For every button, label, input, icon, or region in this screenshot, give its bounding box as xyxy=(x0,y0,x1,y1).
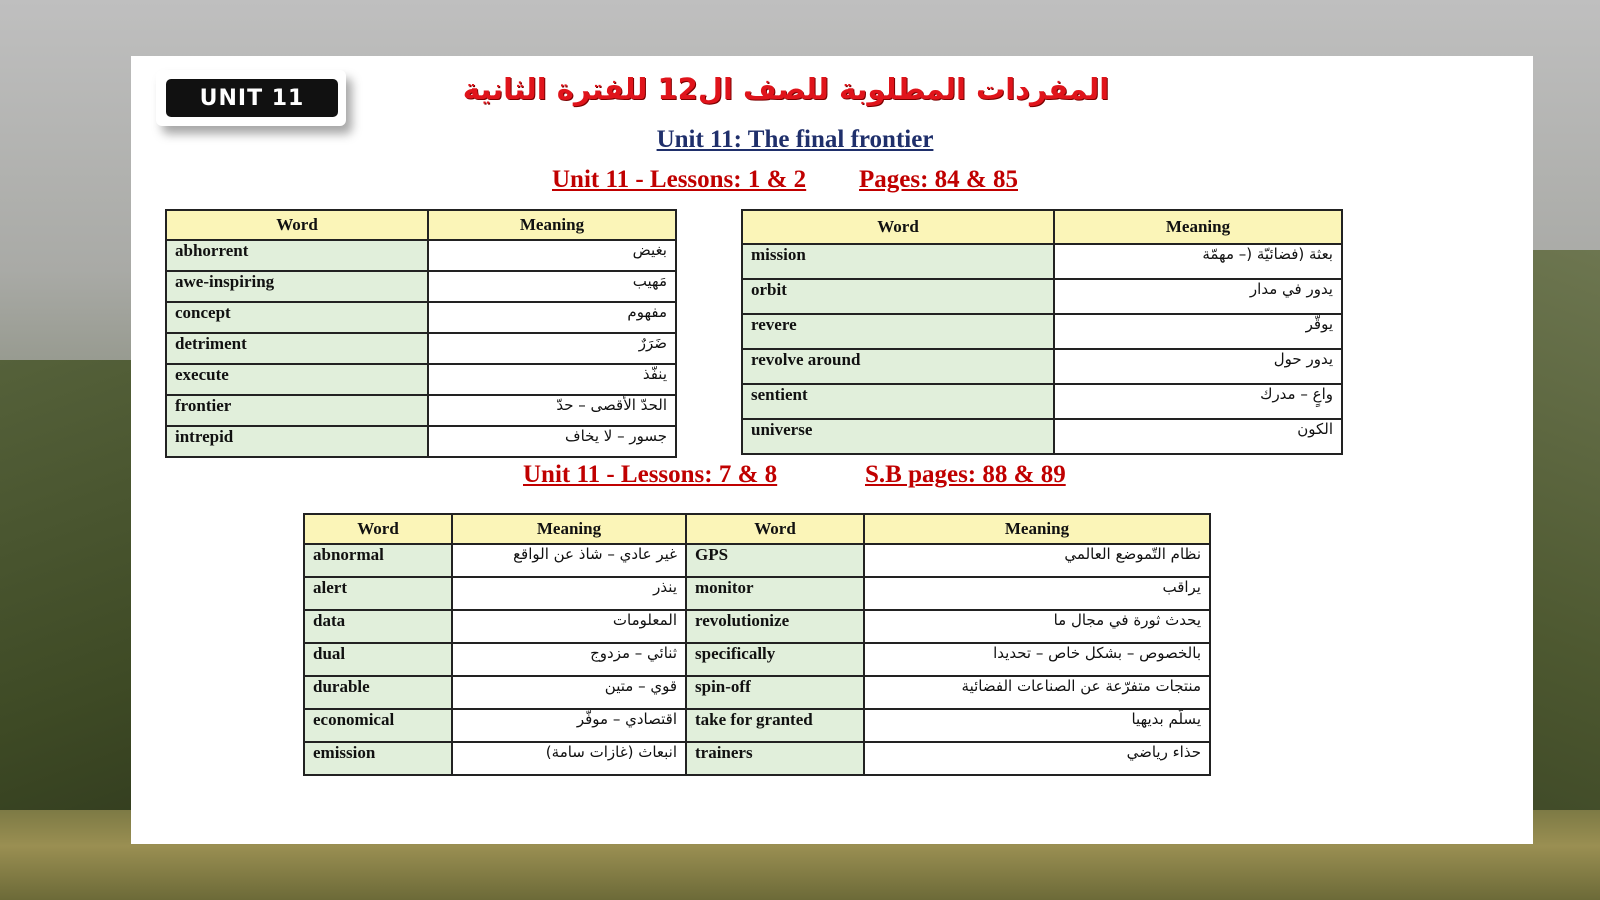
vocab-word: take for granted xyxy=(686,709,864,742)
vocab-meaning: بعثة (فضائيّة (– مهمّة xyxy=(1054,244,1342,279)
vocab-word: concept xyxy=(166,302,428,333)
vocab-meaning: يدور في مدار xyxy=(1054,279,1342,314)
vocab-meaning: الكون xyxy=(1054,419,1342,454)
vocab-table-lessons-1-2-right xyxy=(741,209,1343,455)
arabic-title: المفردات المطلوبة للصف ال12 للفترة الثانية xyxy=(462,72,1110,106)
table-row xyxy=(742,244,1342,279)
vocab-meaning: ينذر xyxy=(452,577,686,610)
unit-logo xyxy=(156,70,346,126)
vocab-word: abnormal xyxy=(304,544,452,577)
vocab-meaning: مَهيب xyxy=(428,271,676,302)
vocab-word: abhorrent xyxy=(166,240,428,271)
vocab-word: dual xyxy=(304,643,452,676)
header-meaning-1: Meaning xyxy=(452,514,686,544)
vocab-meaning: حذاء رياضي xyxy=(864,742,1210,775)
vocab-word: awe-inspiring xyxy=(166,271,428,302)
header-word: Word xyxy=(742,210,1054,244)
vocab-meaning: ثنائي – مزدوج xyxy=(452,643,686,676)
table-row xyxy=(742,419,1342,454)
section2-pages: S.B pages: 88 & 89 xyxy=(865,461,1066,488)
table-row xyxy=(166,426,676,457)
vocab-word: emission xyxy=(304,742,452,775)
vocab-meaning: واعٍ – مدرك xyxy=(1054,384,1342,419)
table-row xyxy=(166,333,676,364)
table-row xyxy=(304,676,1210,709)
section2-lessons: Unit 11 - Lessons: 7 & 8 xyxy=(523,461,778,488)
vocab-word: trainers xyxy=(686,742,864,775)
vocab-word: sentient xyxy=(742,384,1054,419)
table-row xyxy=(304,610,1210,643)
vocab-word: GPS xyxy=(686,544,864,577)
vocab-meaning: غير عادي – شاذ عن الواقع xyxy=(452,544,686,577)
vocab-word: specifically xyxy=(686,643,864,676)
vocab-word: revolve around xyxy=(742,349,1054,384)
vocab-meaning: اقتصادي – موفّر xyxy=(452,709,686,742)
vocab-meaning: بالخصوص – بشكل خاص – تحديدا xyxy=(864,643,1210,676)
vocab-meaning: نظام التّموضع العالمي xyxy=(864,544,1210,577)
vocab-word: revere xyxy=(742,314,1054,349)
header-meaning: Meaning xyxy=(428,210,676,240)
vocab-meaning: انبعاث (غازات سامة) xyxy=(452,742,686,775)
table-row xyxy=(166,302,676,333)
header-meaning: Meaning xyxy=(1054,210,1342,244)
table-row xyxy=(304,544,1210,577)
table-row xyxy=(742,349,1342,384)
table-row xyxy=(742,384,1342,419)
table-row xyxy=(166,271,676,302)
vocab-meaning: ضَرَرٌ xyxy=(428,333,676,364)
table-row xyxy=(304,742,1210,775)
vocab-word: spin-off xyxy=(686,676,864,709)
vocab-word: execute xyxy=(166,364,428,395)
table-row xyxy=(304,643,1210,676)
header-word-1: Word xyxy=(304,514,452,544)
table-row xyxy=(742,314,1342,349)
vocab-meaning: المعلومات xyxy=(452,610,686,643)
vocab-table-lessons-1-2-left xyxy=(165,209,677,458)
vocab-meaning: جسور – لا يخاف xyxy=(428,426,676,457)
table-row xyxy=(166,395,676,426)
vocab-meaning: يدور حول xyxy=(1054,349,1342,384)
vocab-word: monitor xyxy=(686,577,864,610)
vocab-table-lessons-7-8 xyxy=(303,513,1211,776)
table-row xyxy=(166,240,676,271)
section1-lessons: Unit 11 - Lessons: 1 & 2 xyxy=(552,166,807,193)
header-word: Word xyxy=(166,210,428,240)
vocab-word: detriment xyxy=(166,333,428,364)
vocab-meaning: يحدث ثورة في مجال ما xyxy=(864,610,1210,643)
header-meaning-2: Meaning xyxy=(864,514,1210,544)
vocab-meaning: الحدّ الأقصى – حدّ xyxy=(428,395,676,426)
vocab-word: frontier xyxy=(166,395,428,426)
vocab-meaning: يسلّم بديهيا xyxy=(864,709,1210,742)
vocab-word: universe xyxy=(742,419,1054,454)
table-row xyxy=(304,577,1210,610)
vocab-meaning: ينفّذ xyxy=(428,364,676,395)
unit-title: Unit 11: The final frontier xyxy=(656,126,934,153)
vocab-word: revolutionize xyxy=(686,610,864,643)
vocab-meaning: مفهوم xyxy=(428,302,676,333)
vocab-meaning: قوي – متين xyxy=(452,676,686,709)
vocab-word: alert xyxy=(304,577,452,610)
table-row xyxy=(304,709,1210,742)
header-word-2: Word xyxy=(686,514,864,544)
vocab-word: mission xyxy=(742,244,1054,279)
vocab-word: data xyxy=(304,610,452,643)
vocab-meaning: يراقب xyxy=(864,577,1210,610)
table-row xyxy=(742,279,1342,314)
vocab-meaning: منتجات متفرّعة عن الصناعات الفضائية xyxy=(864,676,1210,709)
vocab-word: durable xyxy=(304,676,452,709)
vocabulary-sheet xyxy=(131,56,1533,844)
vocab-word: intrepid xyxy=(166,426,428,457)
table-row xyxy=(166,364,676,395)
section1-pages: Pages: 84 & 85 xyxy=(859,166,1018,193)
unit-logo-text: UNIT 11 xyxy=(166,79,338,117)
vocab-word: orbit xyxy=(742,279,1054,314)
vocab-meaning: يوقّر xyxy=(1054,314,1342,349)
vocab-word: economical xyxy=(304,709,452,742)
vocab-meaning: بغيض xyxy=(428,240,676,271)
